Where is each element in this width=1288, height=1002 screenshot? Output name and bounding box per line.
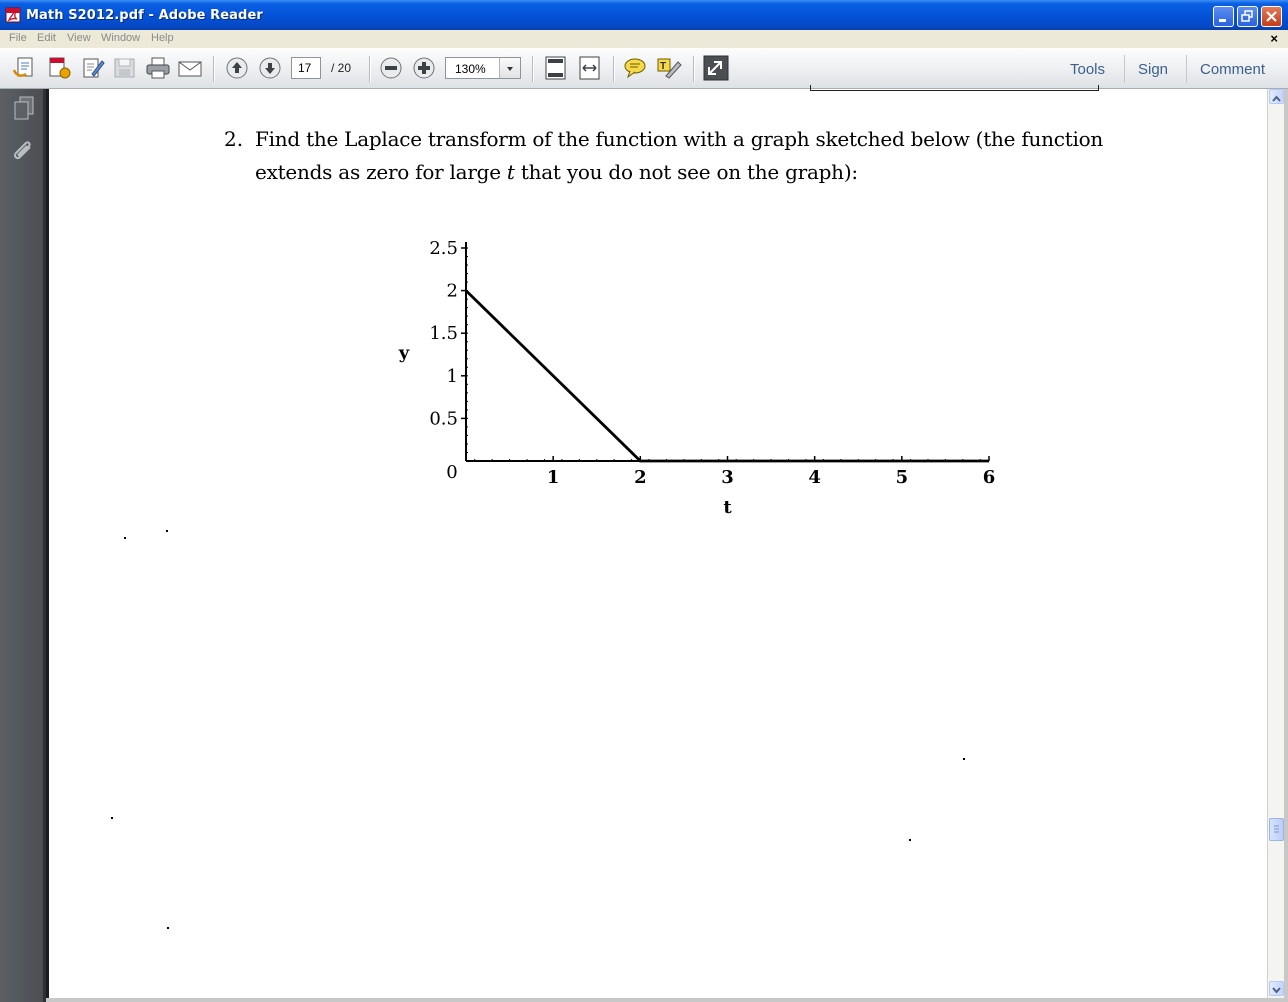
menu-help[interactable]: Help	[151, 32, 174, 44]
grip-icon	[1270, 819, 1283, 840]
previous-page-box	[810, 85, 1099, 91]
create-pdf-button[interactable]	[12, 56, 38, 80]
svg-text:T: T	[660, 61, 667, 72]
fit-width-button[interactable]	[577, 56, 603, 80]
restore-button[interactable]	[1237, 6, 1258, 27]
adobe-reader-icon	[5, 7, 21, 23]
fit-page-icon	[543, 56, 569, 80]
fit-page-button[interactable]	[543, 56, 569, 80]
scan-speck	[166, 530, 168, 532]
highlight-text-button[interactable]	[656, 56, 682, 80]
menu-edit[interactable]: Edit	[37, 32, 56, 44]
menu-window[interactable]: Window	[101, 32, 141, 44]
expand-icon	[703, 56, 729, 80]
problem-text-line-2	[255, 160, 858, 184]
comment-pane-button[interactable]: Comment	[1200, 61, 1266, 78]
chevron-down-icon[interactable]	[499, 58, 520, 78]
chevron-up-icon	[1270, 92, 1283, 105]
problem-text-suffix: that you do not see on the graph):	[514, 160, 858, 184]
previous-page-button[interactable]	[225, 56, 251, 80]
x-tick-label: 4	[808, 467, 821, 488]
tools-pane-button[interactable]: Tools	[1070, 61, 1106, 78]
title-bar	[0, 0, 1288, 30]
toolbar-separator	[369, 56, 371, 82]
menu-bar	[0, 30, 1288, 48]
close-icon	[1262, 7, 1281, 26]
x-axis-label: t	[723, 497, 732, 518]
export-pdf-button[interactable]	[46, 56, 72, 80]
y-tick-label: 2	[446, 280, 458, 302]
minimize-button[interactable]	[1213, 6, 1234, 27]
y-tick-label: 1.5	[429, 323, 458, 345]
arrow-up-icon	[225, 56, 251, 80]
y-tick-label: 2.5	[429, 238, 458, 259]
scan-speck	[124, 537, 126, 539]
scan-speck	[963, 758, 965, 760]
highlighter-icon	[656, 56, 682, 80]
next-page-button[interactable]	[258, 56, 284, 80]
window-title: Math S2012.pdf - Adobe Reader	[26, 8, 263, 23]
series-line	[466, 291, 989, 461]
save-icon	[112, 56, 138, 80]
problem-number: 2.	[224, 127, 244, 151]
zoom-value: 130%	[455, 62, 486, 76]
printer-icon	[145, 56, 171, 80]
toolbar-separator	[532, 56, 534, 82]
menu-file[interactable]: File	[9, 32, 27, 44]
close-document-button[interactable]: ×	[1270, 31, 1278, 46]
zoom-out-icon	[379, 56, 405, 80]
toolbar-separator	[693, 56, 695, 82]
toolbar-separator	[613, 56, 615, 82]
problem-text-line-1: Find the Laplace transform of the function with a graph sketched below (the function	[255, 127, 1104, 151]
origin-label: 0	[446, 462, 458, 483]
toolbar-separator	[213, 56, 215, 82]
export-pdf-icon	[46, 56, 72, 80]
expand-button[interactable]	[703, 56, 729, 80]
chevron-down-icon	[1270, 984, 1283, 997]
page-thumbnails-icon[interactable]	[11, 95, 37, 121]
arrow-down-icon	[258, 56, 284, 80]
x-tick-label: 2	[634, 467, 647, 488]
restore-icon	[1238, 7, 1257, 26]
y-axis-label: y	[398, 342, 410, 364]
x-tick-label: 1	[546, 467, 560, 488]
scroll-up-button[interactable]	[1269, 89, 1284, 104]
scan-speck	[111, 817, 113, 819]
email-button[interactable]	[177, 56, 203, 80]
window-frame-bottom	[46, 998, 1284, 1002]
sign-pane-button[interactable]: Sign	[1138, 61, 1169, 78]
edit-document-icon	[80, 56, 106, 80]
page-total-label: / 20	[331, 61, 352, 75]
problem-text-variable: t	[506, 160, 515, 184]
print-button[interactable]	[145, 56, 171, 80]
navigation-pane	[0, 89, 46, 1002]
menu-view[interactable]: View	[67, 32, 91, 44]
problem-text-prefix: extends as zero for large	[255, 160, 507, 184]
fit-width-icon	[577, 56, 603, 80]
zoom-select[interactable]	[445, 57, 521, 79]
zoom-in-button[interactable]	[412, 56, 438, 80]
edit-pdf-button[interactable]	[80, 56, 106, 80]
close-button[interactable]	[1261, 6, 1282, 27]
zoom-out-button[interactable]	[379, 56, 405, 80]
y-tick-label: 0.5	[429, 408, 458, 430]
x-tick-label: 5	[895, 467, 909, 488]
scroll-down-button[interactable]	[1269, 981, 1284, 996]
envelope-icon	[177, 56, 203, 80]
sticky-note-button[interactable]	[623, 56, 649, 80]
minimize-icon	[1214, 7, 1233, 26]
zoom-in-icon	[412, 56, 438, 80]
toolbar-separator	[1186, 55, 1187, 83]
y-tick-label: 1	[446, 365, 458, 387]
comment-bubble-icon	[623, 56, 649, 80]
window-frame-right	[1284, 89, 1288, 1002]
scan-speck	[909, 839, 911, 841]
x-tick-label: 3	[721, 467, 734, 488]
attachments-icon[interactable]	[11, 138, 37, 164]
document-view[interactable]	[46, 89, 1267, 998]
scrollbar-thumb[interactable]	[1269, 818, 1284, 841]
vertical-scrollbar[interactable]	[1267, 89, 1284, 998]
toolbar-separator	[1124, 55, 1125, 83]
save-button[interactable]	[112, 56, 138, 80]
scan-speck	[167, 927, 169, 929]
function-graph	[339, 229, 996, 529]
x-tick-label: 6	[982, 467, 996, 488]
create-pdf-icon	[12, 56, 38, 80]
page-number-input[interactable]: 17	[291, 57, 321, 79]
